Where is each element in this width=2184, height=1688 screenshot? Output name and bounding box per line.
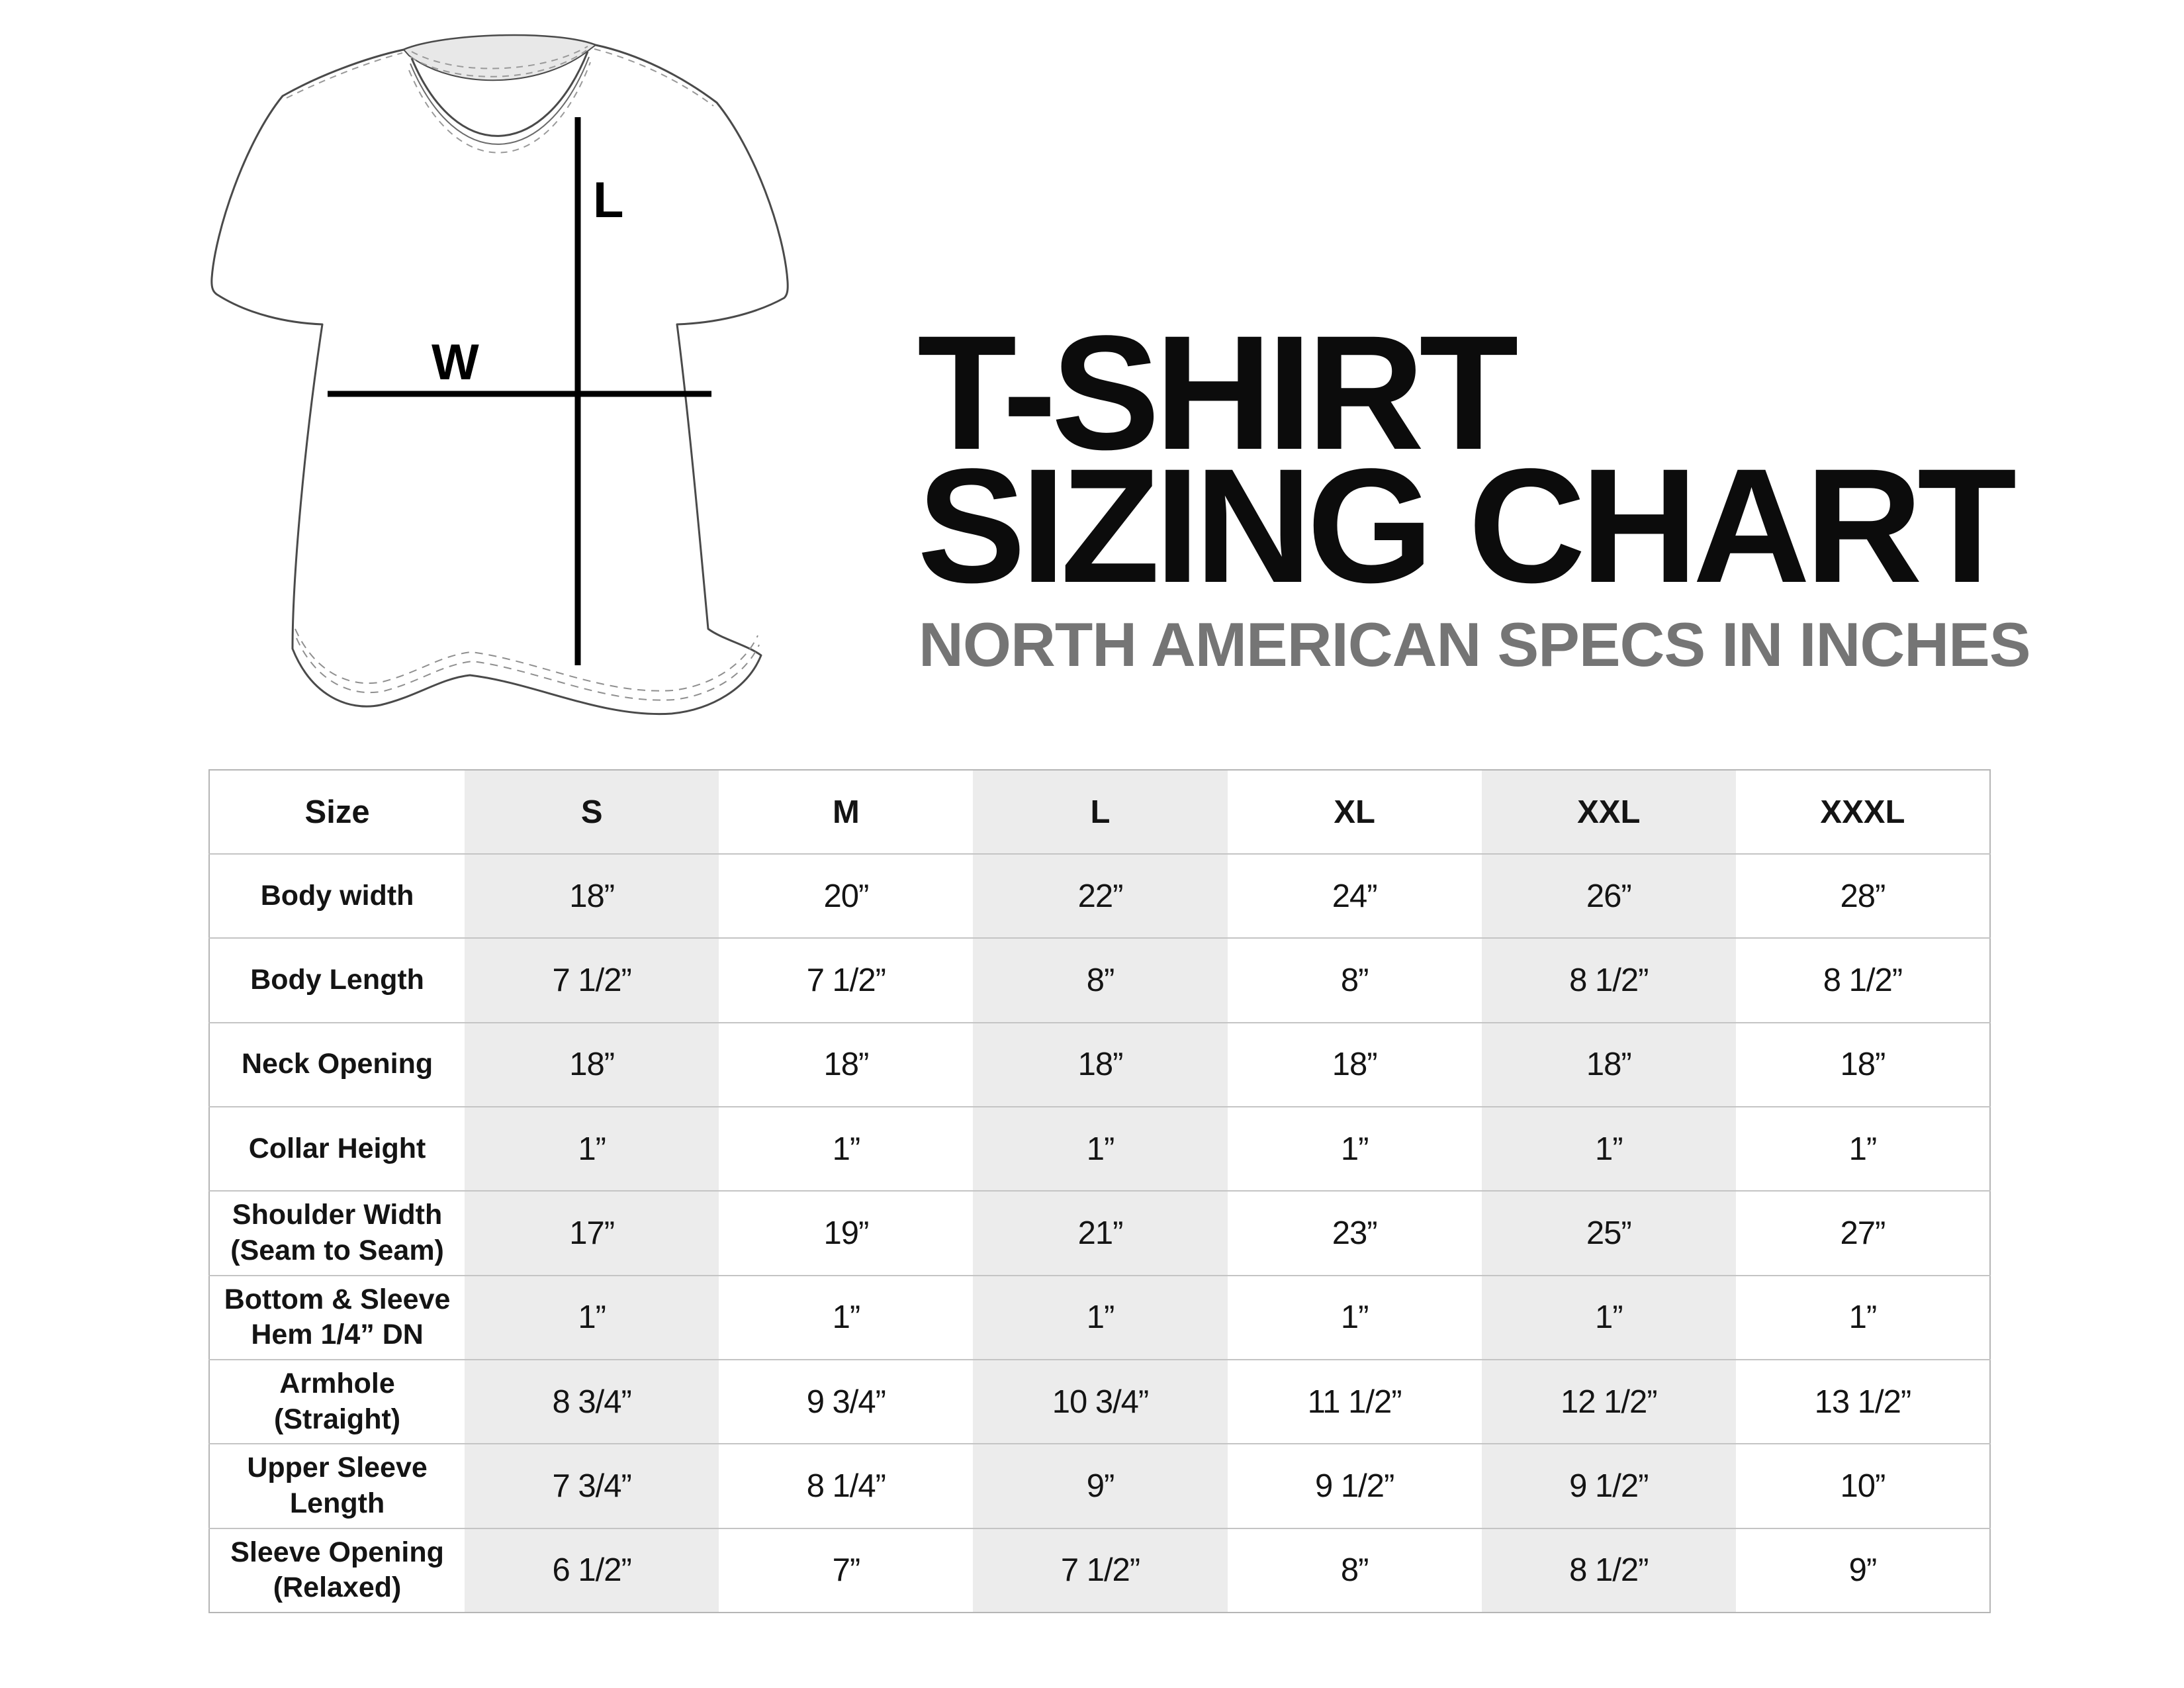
column-header-size: Size [304,794,370,830]
size-value-cell: 1” [465,1276,719,1360]
column-header-m: M [832,794,860,830]
size-value-cell: 7 1/2” [465,938,719,1022]
column-header-l: L [973,770,1227,854]
size-value-cell: 18” [1228,1023,1482,1107]
column-header-xxl: XXL [1482,770,1736,854]
size-value-cell: 7 3/4” [465,1444,719,1528]
size-value-cell: 22” [973,854,1227,938]
size-value-cell: 9 3/4” [719,1360,973,1444]
size-value-cell: 1” [1228,1107,1482,1191]
size-value-cell: 18” [465,1023,719,1107]
size-value-cell: 10 3/4” [973,1360,1227,1444]
size-value-cell: 18” [1736,1023,1990,1107]
size-value-cell: 18” [719,1023,973,1107]
size-value-cell: 21” [973,1191,1227,1275]
size-value-cell: 8 1/2” [1736,938,1990,1022]
size-value-cell: 18” [465,854,719,938]
tshirt-body-outline [212,35,788,714]
size-table-body [209,854,1990,1613]
row-label: Shoulder Width (Seam to Seam) [209,1191,465,1275]
size-value-cell: 7” [719,1528,973,1613]
size-value-cell: 8” [1228,938,1482,1022]
row-label: Body Length [209,938,465,1022]
tshirt-illustration [199,13,794,725]
row-label: Bottom & Sleeve Hem 1/4” DN [209,1276,465,1360]
width-label: W [432,334,479,391]
size-value-cell: 27” [1736,1191,1990,1275]
row-label: Body width [209,854,465,938]
size-value-cell: 19” [719,1191,973,1275]
size-value-cell: 11 1/2” [1228,1360,1482,1444]
size-value-cell: 13 1/2” [1736,1360,1990,1444]
column-header-xxxl: XXXL [1820,794,1905,830]
table-row [209,1276,1990,1360]
size-value-cell: 8 1/4” [719,1444,973,1528]
table-row [209,1528,1990,1613]
size-value-cell: 8 3/4” [465,1360,719,1444]
row-label: Armhole (Straight) [209,1360,465,1444]
size-value-cell: 1” [1482,1107,1736,1191]
column-header-xl: XL [1334,794,1375,830]
size-value-cell: 1” [973,1107,1227,1191]
size-value-cell: 1” [1228,1276,1482,1360]
size-value-cell: 18” [973,1023,1227,1107]
page-title-line2: SIZING CHART [917,435,2012,617]
row-label: Sleeve Opening (Relaxed) [209,1528,465,1613]
size-value-cell: 7 1/2” [973,1528,1227,1613]
column-header-s: S [465,770,719,854]
size-value-cell: 1” [973,1276,1227,1360]
size-value-cell: 1” [1736,1276,1990,1360]
size-value-cell: 8” [973,938,1227,1022]
size-value-cell: 20” [719,854,973,938]
table-row [209,938,1990,1022]
size-value-cell: 23” [1228,1191,1482,1275]
row-label: Upper Sleeve Length [209,1444,465,1528]
size-value-cell: 9” [973,1444,1227,1528]
size-value-cell: 9” [1736,1528,1990,1613]
size-value-cell: 17” [465,1191,719,1275]
size-value-cell: 1” [1482,1276,1736,1360]
table-row [209,1191,1990,1275]
table-row [209,1023,1990,1107]
page-title-line1: T-SHIRT [917,302,1514,484]
size-value-cell: 25” [1482,1191,1736,1275]
table-row [209,854,1990,938]
row-label: Neck Opening [209,1023,465,1107]
size-value-cell: 1” [1736,1107,1990,1191]
size-value-cell: 28” [1736,854,1990,938]
table-row [209,1360,1990,1444]
table-row [209,1107,1990,1191]
size-value-cell: 8 1/2” [1482,938,1736,1022]
table-row [209,1444,1990,1528]
size-value-cell: 1” [719,1276,973,1360]
size-value-cell: 12 1/2” [1482,1360,1736,1444]
size-value-cell: 1” [719,1107,973,1191]
size-value-cell: 9 1/2” [1228,1444,1482,1528]
size-value-cell: 1” [465,1107,719,1191]
size-value-cell: 10” [1736,1444,1990,1528]
size-value-cell: 8 1/2” [1482,1528,1736,1613]
tshirt-svg [199,13,794,725]
length-label: L [593,172,624,228]
size-value-cell: 7 1/2” [719,938,973,1022]
size-value-cell: 18” [1482,1023,1736,1107]
size-value-cell: 9 1/2” [1482,1444,1736,1528]
size-value-cell: 6 1/2” [465,1528,719,1613]
size-value-cell: 24” [1228,854,1482,938]
size-value-cell: 8” [1228,1528,1482,1613]
page-subtitle: NORTH AMERICAN SPECS IN INCHES [919,610,2030,679]
size-value-cell: 26” [1482,854,1736,938]
size-table [208,769,1991,1613]
header-row [209,770,1990,854]
row-label: Collar Height [209,1107,465,1191]
